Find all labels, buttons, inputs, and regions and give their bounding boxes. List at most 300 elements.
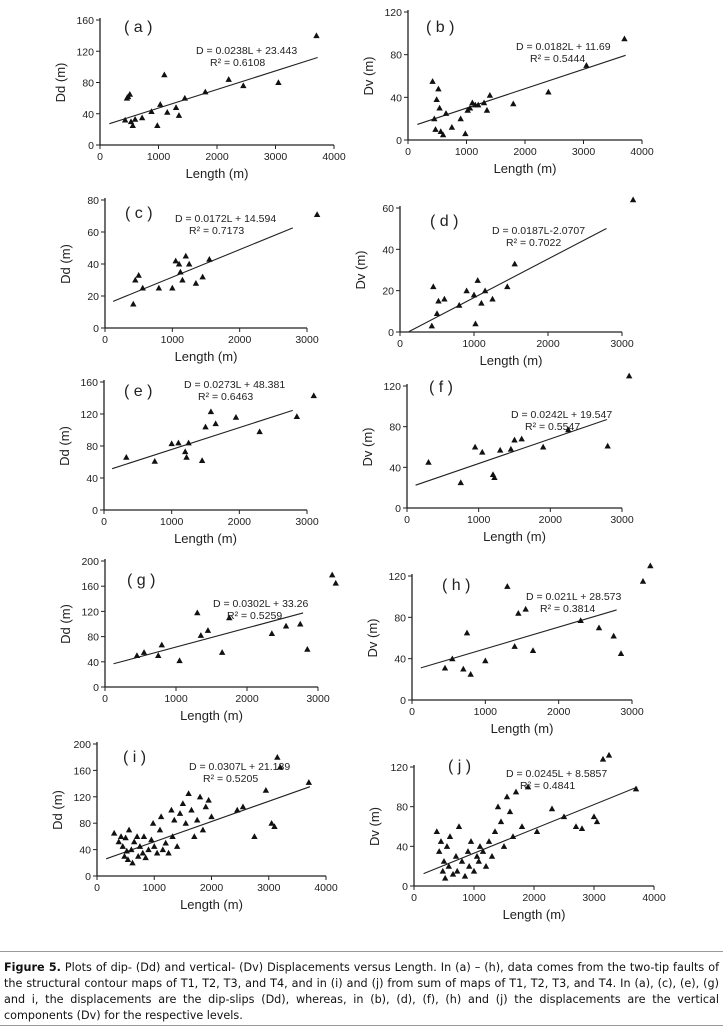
data-point [463,287,469,293]
x-tick-label: 2000 [536,338,560,350]
data-point [297,621,303,627]
data-point [134,652,140,658]
data-point [449,124,455,130]
data-point [180,800,186,806]
data-point [151,843,157,849]
data-point [283,623,289,629]
data-point [442,875,448,881]
data-point [111,830,117,836]
y-tick-label: 80 [390,49,402,62]
data-point [118,833,124,839]
data-point [173,258,179,264]
caption-text: Plots of dip- (Dd) and vertical- (Dv) Displacements versus Length. In (a) – (h), data comes from the two-tip faults of the structural contour maps of T1, T2, T3, and T4, and in (i) and (j) from sum of maps of T1, T2, T3, and T4. In (a), (c), (e), (g) and i, the displacements are the dip-slips (Dd), whereas, in (b), (d), (f), (h) and (j) the displacements are the vertical components (Dv) for the respective levels. [4,961,720,1022]
data-point [156,285,162,291]
data-point [205,627,211,633]
data-point [443,110,449,116]
data-point [140,285,146,291]
data-point [504,283,510,289]
data-point [606,752,612,758]
y-tick-label: 160 [76,15,94,27]
data-point [618,650,624,656]
r-squared-label: R² = 0.5547 [525,421,581,433]
data-point [432,126,438,132]
data-point [132,116,138,122]
data-point [135,853,141,859]
y-tick-label: 60 [87,227,99,239]
data-point [157,101,163,107]
regression-equation: D = 0.0307L + 21.139 [189,761,291,773]
data-point [504,583,510,589]
x-tick-label: 2000 [513,146,537,158]
y-axis-title: Dv (m) [353,250,368,290]
data-point [518,436,524,442]
data-point [145,846,151,852]
data-point [647,562,653,568]
data-point [183,253,189,259]
data-point [591,813,597,819]
x-tick-label: 1000 [454,146,479,158]
data-point [458,479,464,485]
x-tick-label: 0 [97,151,103,163]
x-tick-label: 3000 [257,882,281,894]
data-point [333,580,339,586]
y-tick-label: 40 [389,462,401,475]
data-point [549,805,555,811]
x-tick-label: 4000 [322,151,346,163]
x-axis-title: Length (m) [483,529,546,544]
chart-panel-d [353,197,636,368]
x-tick-label: 1000 [160,334,185,346]
data-point [511,643,517,649]
data-point [495,803,501,809]
y-tick-label: 0 [88,140,94,152]
panel-label: ( h ) [442,577,471,594]
y-tick-label: 120 [73,791,91,804]
r-squared-label: R² = 0.5205 [203,773,259,785]
data-point [208,813,214,819]
regression-equation: D = 0.0172L + 14.594 [175,213,277,225]
x-tick-label: 2000 [227,334,252,346]
data-point [311,392,317,398]
chart-panel-c [58,195,320,364]
data-point [435,86,441,92]
y-tick-label: 120 [390,762,408,774]
data-point [471,868,477,874]
x-tick-label: 2000 [205,151,229,163]
x-tick-label: 0 [405,146,411,158]
data-point [313,32,319,38]
data-point [121,853,127,859]
data-point [447,833,453,839]
data-point [202,424,208,430]
data-point [512,261,518,267]
x-tick-label: 3000 [295,516,319,528]
data-point [489,296,495,302]
data-point [329,572,335,578]
y-tick-label: 40 [86,473,98,485]
data-point [456,302,462,308]
data-point [435,298,441,304]
x-tick-label: 4000 [630,146,654,158]
data-point [510,101,516,107]
figure-caption [4,960,719,1024]
x-tick-label: 0 [102,693,108,705]
x-tick-label: 3000 [582,892,606,904]
x-tick-label: 0 [94,882,100,894]
data-point [596,624,602,630]
x-tick-label: 2000 [522,892,546,904]
data-point [482,658,488,664]
y-tick-label: 0 [388,327,394,339]
x-tick-label: 2000 [227,516,252,528]
data-point [515,610,521,616]
x-axis-title: Length (m) [479,353,543,368]
data-point [430,283,436,289]
x-tick-label: 1000 [466,514,491,526]
r-squared-label: R² = 0.6108 [210,57,266,69]
x-tick-label: 2000 [538,514,563,526]
x-axis-title: Length (m) [185,166,249,181]
regression-equation: D = 0.0187L-2.0707 [492,225,586,237]
r-squared-label: R² = 0.3814 [540,603,596,615]
data-point [140,850,146,856]
data-point [471,292,477,298]
data-point [453,853,459,859]
data-point [573,823,579,829]
x-tick-label: 1000 [146,151,171,163]
y-tick-label: 80 [87,195,99,207]
x-tick-label: 1000 [473,706,498,718]
data-point [199,457,205,463]
x-axis-title: Length (m) [180,897,243,912]
data-point [135,272,141,278]
x-tick-label: 2000 [235,693,259,705]
data-point [205,797,211,803]
data-point [425,459,431,465]
data-point [497,447,503,453]
y-tick-label: 40 [82,108,94,121]
data-point [150,820,156,826]
x-tick-label: 0 [397,338,403,350]
regression-equation: D = 0.021L + 28.573 [526,591,622,603]
y-tick-label: 120 [383,381,401,393]
y-tick-label: 80 [82,77,94,90]
y-tick-label: 0 [93,323,99,335]
data-point [203,804,209,810]
r-squared-label: R² = 0.4841 [520,780,576,792]
x-axis-title: Length (m) [180,708,243,723]
data-point [176,112,182,118]
x-tick-label: 2000 [546,706,571,718]
panel-label: ( g ) [127,572,156,589]
data-point [194,817,200,823]
data-point [477,843,483,849]
y-tick-label: 40 [382,244,394,257]
data-point [183,454,189,460]
data-point [481,99,487,105]
x-tick-label: 1000 [142,882,166,894]
x-tick-label: 3000 [571,146,596,158]
data-point [436,105,442,111]
data-point [433,96,439,102]
data-point [486,838,492,844]
y-tick-label: 80 [396,801,408,814]
data-point [468,838,474,844]
data-point [141,649,147,655]
data-point [139,114,145,120]
data-point [513,789,519,795]
regression-equation: D = 0.0273L + 48.381 [184,379,286,391]
y-tick-label: 40 [79,844,91,857]
data-point [233,414,239,420]
data-point [161,71,167,77]
data-point [160,846,166,852]
data-point [483,863,489,869]
panel-label: ( e ) [124,383,153,400]
data-point [626,373,632,379]
data-point [474,853,480,859]
regression-equation: D = 0.0245L + 8.5857 [506,768,608,780]
data-point [294,413,300,419]
data-point [460,666,466,672]
data-point [171,817,177,823]
chart-panel-a [53,15,346,181]
data-point [511,437,517,443]
y-tick-label: 20 [382,285,394,298]
y-tick-label: 120 [388,571,406,583]
y-axis-title: Dd (m) [58,244,73,284]
data-point [263,787,269,793]
data-point [429,78,435,84]
y-axis-title: Dv (m) [361,56,376,96]
data-point [193,280,199,286]
data-point [174,843,180,849]
y-tick-label: 120 [81,606,99,619]
x-axis-title: Length (m) [490,721,554,736]
data-point [141,833,147,839]
data-point [202,89,208,95]
y-tick-label: 40 [396,841,408,854]
y-tick-label: 0 [93,682,99,694]
y-axis-title: Dv (m) [360,427,375,467]
x-axis-title: Length (m) [493,161,557,176]
data-point [464,630,470,636]
data-point [155,652,161,658]
data-point [467,671,473,677]
data-point [152,458,158,464]
y-tick-label: 160 [81,581,99,594]
data-point [154,122,160,128]
panel-label: ( d ) [430,213,459,230]
data-point [173,104,179,110]
regression-line [424,787,638,873]
y-tick-label: 40 [87,259,99,271]
data-point [508,446,514,452]
x-axis-title: Length (m) [502,907,566,922]
data-point [148,837,154,843]
x-tick-label: 3000 [263,151,288,163]
data-point [507,808,513,814]
data-point [198,632,204,638]
regression-equation: D = 0.0238L + 23.443 [196,45,298,57]
x-tick-label: 1000 [462,892,486,904]
y-tick-label: 200 [73,739,91,751]
y-axis-title: Dv (m) [365,618,380,658]
data-point [123,454,129,460]
x-tick-label: 0 [411,892,417,904]
panel-label: ( b ) [426,19,455,36]
y-tick-label: 0 [402,881,408,893]
data-point [306,779,312,785]
x-tick-label: 0 [101,516,107,528]
y-tick-label: 20 [87,291,99,303]
data-point [219,649,225,655]
data-point [579,825,585,831]
y-tick-label: 120 [80,409,98,421]
y-tick-label: 120 [384,7,402,19]
data-point [208,408,214,414]
x-tick-label: 3000 [620,706,644,718]
data-point [182,448,188,454]
r-squared-label: R² = 0.7173 [189,225,245,237]
chart-panel-b [361,7,654,176]
chart-panel-j [367,752,666,922]
x-tick-label: 1000 [164,693,188,705]
r-squared-label: R² = 0.5259 [227,610,283,622]
data-point [479,449,485,455]
data-point [472,444,478,450]
regression-equation: D = 0.0182L + 11.69 [516,41,611,53]
data-point [183,820,189,826]
data-point [436,848,442,854]
y-axis-title: Dd (m) [57,426,72,466]
x-tick-label: 0 [409,706,415,718]
x-tick-label: 3000 [610,514,634,526]
y-tick-label: 0 [92,505,98,517]
chart-panel-e [57,377,319,546]
data-point [492,828,498,834]
data-point [194,609,200,615]
data-point [185,790,191,796]
data-point [177,269,183,275]
regression-line [106,787,310,859]
data-point [640,578,646,584]
data-point [457,115,463,121]
caption-label: Figure 5. [4,961,61,974]
figure-caption-divider-top [0,951,723,952]
data-point [186,261,192,267]
data-point [206,256,212,262]
y-tick-label: 80 [86,441,98,453]
regression-line [417,55,625,124]
data-point [465,848,471,854]
data-point [163,840,169,846]
data-point [251,833,257,839]
data-point [129,860,135,866]
panel-label: ( f ) [429,379,453,396]
x-tick-label: 3000 [295,334,319,346]
data-point [444,843,450,849]
y-tick-label: 160 [80,377,98,389]
data-point [158,813,164,819]
data-point [498,818,504,824]
data-point [165,850,171,856]
data-point [240,804,246,810]
y-tick-label: 200 [81,556,99,568]
data-point [127,91,133,97]
y-tick-label: 80 [394,612,406,625]
x-axis-title: Length (m) [174,349,238,364]
data-point [440,868,446,874]
data-point [177,810,183,816]
y-tick-label: 40 [394,653,406,666]
y-tick-label: 120 [76,46,94,59]
x-tick-label: 0 [102,334,108,346]
data-point [475,277,481,283]
y-tick-label: 0 [400,695,406,707]
y-tick-label: 40 [87,656,99,669]
y-tick-label: 40 [390,92,402,105]
data-point [441,858,447,864]
data-point [621,35,627,41]
data-point [456,823,462,829]
y-tick-label: 0 [396,135,402,147]
data-point [600,756,606,762]
x-tick-label: 4000 [314,882,338,894]
data-point [256,428,262,434]
x-tick-label: 2000 [199,882,224,894]
data-point [434,310,440,316]
x-tick-label: 4000 [642,892,666,904]
data-point [188,807,194,813]
x-tick-label: 1000 [462,338,486,350]
data-point [441,296,447,302]
data-point [594,818,600,824]
y-tick-label: 0 [395,503,401,515]
y-tick-label: 80 [87,631,99,644]
data-point [476,858,482,864]
data-point [122,835,128,841]
data-point [442,665,448,671]
data-point [134,833,140,839]
figure-caption-divider-bottom [0,1025,723,1026]
y-tick-label: 0 [85,871,91,883]
data-point [462,873,468,879]
chart-panel-g [58,556,339,723]
y-axis-title: Dv (m) [367,807,382,846]
y-tick-label: 160 [73,765,91,778]
r-squared-label: R² = 0.5444 [530,53,586,65]
panel-label: ( a ) [124,19,153,36]
data-point [154,850,160,856]
data-point [182,95,188,101]
regression-equation: D = 0.0242L + 19.547 [511,409,613,421]
data-point [240,82,246,88]
data-point [519,823,525,829]
data-point [191,833,197,839]
x-axis-title: Length (m) [174,531,237,546]
data-point [197,794,203,800]
data-point [604,443,610,449]
data-point [130,301,136,307]
data-point [275,79,281,85]
data-point [610,633,616,639]
regression-equation: D = 0.0302L + 33.26 [213,598,309,610]
data-point [164,109,170,115]
chart-panel-i [50,739,338,912]
data-point [116,838,122,844]
data-point [126,827,132,833]
